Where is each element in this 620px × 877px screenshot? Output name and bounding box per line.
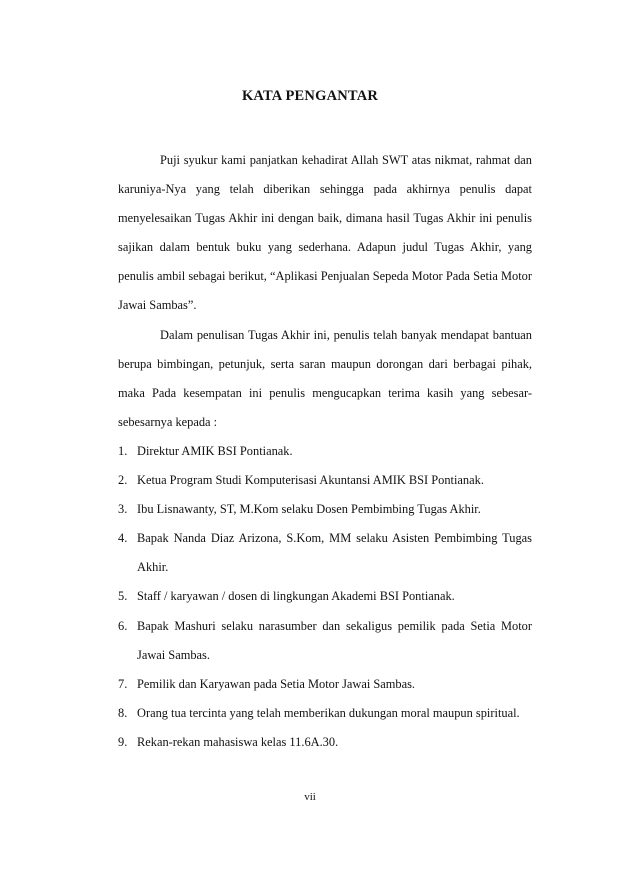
list-item-text: Staff / karyawan / dosen di lingkungan Akademi BSI Pontianak. bbox=[137, 589, 455, 604]
list-item bbox=[118, 495, 532, 524]
document-body bbox=[118, 146, 532, 757]
list-item-text: Rekan-rekan mahasiswa kelas 11.6A.30. bbox=[137, 734, 339, 749]
list-item-number: 1. bbox=[118, 443, 128, 458]
thanks-list bbox=[118, 437, 532, 757]
list-item bbox=[118, 699, 532, 728]
list-item-number: 7. bbox=[118, 676, 128, 691]
list-item-text: Ibu Lisnawanty, ST, M.Kom selaku Dosen Pembimbing Tugas Akhir. bbox=[137, 502, 481, 517]
list-item-number: 2. bbox=[118, 473, 128, 488]
list-item bbox=[118, 437, 532, 466]
list-item bbox=[118, 582, 532, 611]
list-item-number: 3. bbox=[118, 502, 128, 517]
paragraph-intro: Puji syukur kami panjatkan kehadirat Allah SWT atas nikmat, rahmat dan karuniya-Nya yang telah diberikan sehingga pada akhirnya penulis dapat menyelesaikan Tugas Akhir ini dengan baik, dimana hasil Tugas Akhir ini penulis sajikan dalam bentuk buku yang sederhana. Adapun judul Tugas Akhir, yang penulis ambil sebagai berikut, “Aplikasi Penjualan Sepeda Motor Pada Setia Motor Jawai Sambas”. bbox=[118, 153, 532, 313]
list-item-number: 8. bbox=[118, 705, 128, 720]
list-item bbox=[118, 728, 532, 757]
list-item-number: 9. bbox=[118, 734, 128, 749]
list-item-number: 5. bbox=[118, 589, 128, 604]
list-item bbox=[118, 612, 532, 670]
page-number: vii bbox=[304, 791, 316, 803]
list-item bbox=[118, 524, 532, 582]
page-title: KATA PENGANTAR bbox=[241, 88, 379, 104]
list-item-text: Orang tua tercinta yang telah memberikan dukungan moral maupun spiritual. bbox=[137, 705, 520, 720]
list-item bbox=[118, 466, 532, 495]
list-item-text: Ketua Program Studi Komputerisasi Akuntansi AMIK BSI Pontianak. bbox=[137, 473, 484, 488]
list-item-number: 6. bbox=[118, 618, 128, 633]
list-item-text: Pemilik dan Karyawan pada Setia Motor Jawai Sambas. bbox=[137, 676, 416, 691]
paragraph-acknowledgement: Dalam penulisan Tugas Akhir ini, penulis telah banyak mendapat bantuan berupa bimbingan, petunjuk, serta saran maupun dorongan dari berbagai pihak, maka Pada kesempatan ini penulis mengucapkan terima kasih yang sebesar-sebesarnya kepada : bbox=[118, 327, 532, 429]
list-item-text: Bapak Nanda Diaz Arizona, S.Kom, MM selaku Asisten Pembimbing Tugas Akhir. bbox=[137, 531, 532, 575]
list-item-text: Direktur AMIK BSI Pontianak. bbox=[137, 443, 293, 458]
list-item-text: Bapak Mashuri selaku narasumber dan sekaligus pemilik pada Setia Motor Jawai Sambas. bbox=[137, 618, 532, 662]
list-item-number: 4. bbox=[118, 531, 128, 546]
list-item bbox=[118, 670, 532, 699]
